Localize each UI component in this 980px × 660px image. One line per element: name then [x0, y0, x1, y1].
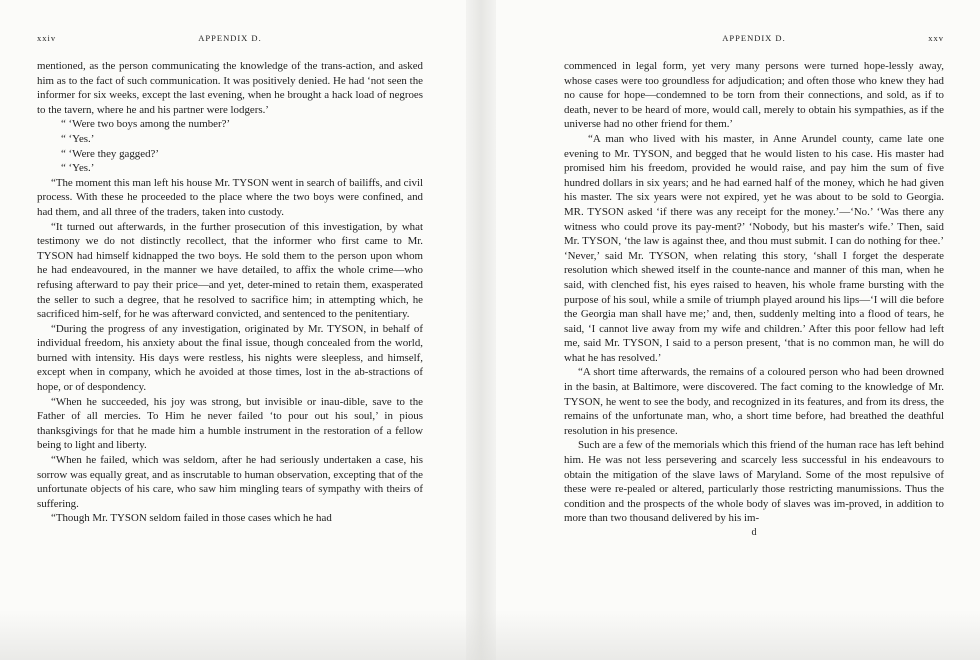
paragraph: “ ‘Yes.’ [61, 162, 95, 175]
paragraph: “ ‘Were they gagged?’ [61, 147, 159, 160]
paragraph: “A short time afterwards, the remains of a coloured person who had been drowned in the basin, at Baltimore, were discovered. The fact coming to the knowledge of Mr. TYSON, he went to see the body, and recognized in its features, and from its dress, the remains of the unfortunate man, who, a short time before, had breathed the deathful resolution in his presence. [564, 366, 944, 437]
paragraph: Such are a few of the memorials which this friend of the human race has left behind him. He was not less persevering and scarcely less successful in his endeavours to obtain the mitigation of the slave laws of Maryland. Some of the most repulsive of these were re-pealed or altered, particularly those restricting manumissions. Thus the condition and the prospects of the whole body of slaves was im-proved, in addition to more than two thousand delivered by his im- [564, 439, 944, 525]
left-page-header [37, 33, 423, 47]
paragraph: “During the progress of any investigation, originated by Mr. TYSON, in behalf of individual freedom, his anxiety about the final issue, though concealed from the world, burned with intensity. His days were restless, his nights were sleepless, and himself, except when in company, which he avoided at those times, lost in the ab-stractions of hope, or of despondency. [37, 322, 423, 394]
signature-mark: d [751, 527, 757, 538]
page-number: xxv [928, 33, 944, 43]
paragraph: “When he succeeded, his joy was strong, but invisible or inau-dible, save to the Father of all mercies. To Him he never failed ‘to pour out his soul,’ in pious thanksgivings for that he made him a humble instrument in the restoration of a fellow being to light and liberty. [37, 395, 423, 452]
running-title: APPENDIX D. [198, 33, 262, 43]
bottom-shading [0, 610, 980, 660]
paragraph: commenced in legal form, yet very many persons were turned hope-lessly away, whose cases were too groundless for adjudication; and often those who knew they had no cause for hope—condemned to be torn from their connections, and sold, as if to death, never to be heard of more, would call, merely to obtain his sympathies, as if the universe had no other friend for them.’ [564, 60, 944, 131]
paragraph: “It turned out afterwards, in the further prosecution of this investigation, by what testimony we do not distinctly recollect, that the informer who first came to Mr. TYSON had himself kidnapped the two boys. He sold them to the person upon whom he had endeavoured, in the manner we have detailed, to affix the whole crime—who refusing afterward to pay their price—and yet, deter-mined to retain them, exasperated the seller to such a degree, that he resolved to sacrifice him; in attempting which, he sacrificed him-self, for he was afterward convicted, and sentenced to the penitentiary. [37, 220, 423, 321]
right-page [490, 0, 980, 660]
paragraph: “The moment this man left his house Mr. TYSON went in search of bailiffs, and civil process. With these he proceeded to the place where the two boys were confined, and had them, and all three of the traders, taken into custody. [37, 176, 423, 218]
page-number: xxiv [37, 33, 57, 43]
running-title: APPENDIX D. [722, 33, 786, 43]
right-page-header [564, 33, 944, 47]
right-page-text [564, 59, 944, 526]
left-page-text [37, 59, 423, 526]
paragraph: “ ‘Were two boys among the number?’ [61, 118, 231, 131]
paragraph: mentioned, as the person communicating the knowledge of the trans-action, and asked him as to the fact of such communication. It was positively denied. He had ‘not seen the informer for six weeks, except the last evening, when he brought a hack load of negroes to the tavern, where he and his partner were lodgers.’ [37, 60, 423, 116]
paragraph: “Though Mr. TYSON seldom failed in those cases which he had [51, 512, 332, 525]
paragraph: “A man who lived with his master, in Anne Arundel county, came late one evening to Mr. TYSON, and begged that he would listen to his case. His master had promised him his freedom, provided he would raise, and pay him the sum of five hundred dollars in six years; and he had earned half of the money, which he had given his master. The six years were not expired, yet he was about to be sold to Georgia. MR. TYSON asked ‘if there was any receipt for the money.’—‘No.’ ‘Was there any witness who could prove its pay-ment?’ ‘Nobody, but his master's wife.’ Then, said Mr. TYSON, ‘the law is against thee, and thou must submit. I can do nothing for thee.’ ‘Never,’ said Mr. TYSON, when relating this story, ‘shall I forget the desperate resolution which shewed itself in the counte-nance and manner of this man, when he said, with clenched fist, his eyes raised to heaven, his whole frame bursting with the purpose of his soul, while a smile of triumph played around his lips—‘I will die before the Georgia man shall have me;’ and, then, suddenly melting into a flood of tears, he said, ‘I cannot live away from my wife and children.’ After this poor fellow had left me, said Mr. TYSON, I said to a person present, ‘that is no common man, he will do what he has resolved.’ [564, 132, 944, 364]
paragraph: “When he failed, which was seldom, after he had seriously undertaken a case, his sorrow was equally great, and as inscrutable to human observation, excepting that of the unfortunate objects of his care, who saw him mingling tears of sympathy with theirs of suffering. [37, 454, 423, 510]
paragraph: “ ‘Yes.’ [61, 132, 95, 145]
left-page [0, 0, 470, 660]
